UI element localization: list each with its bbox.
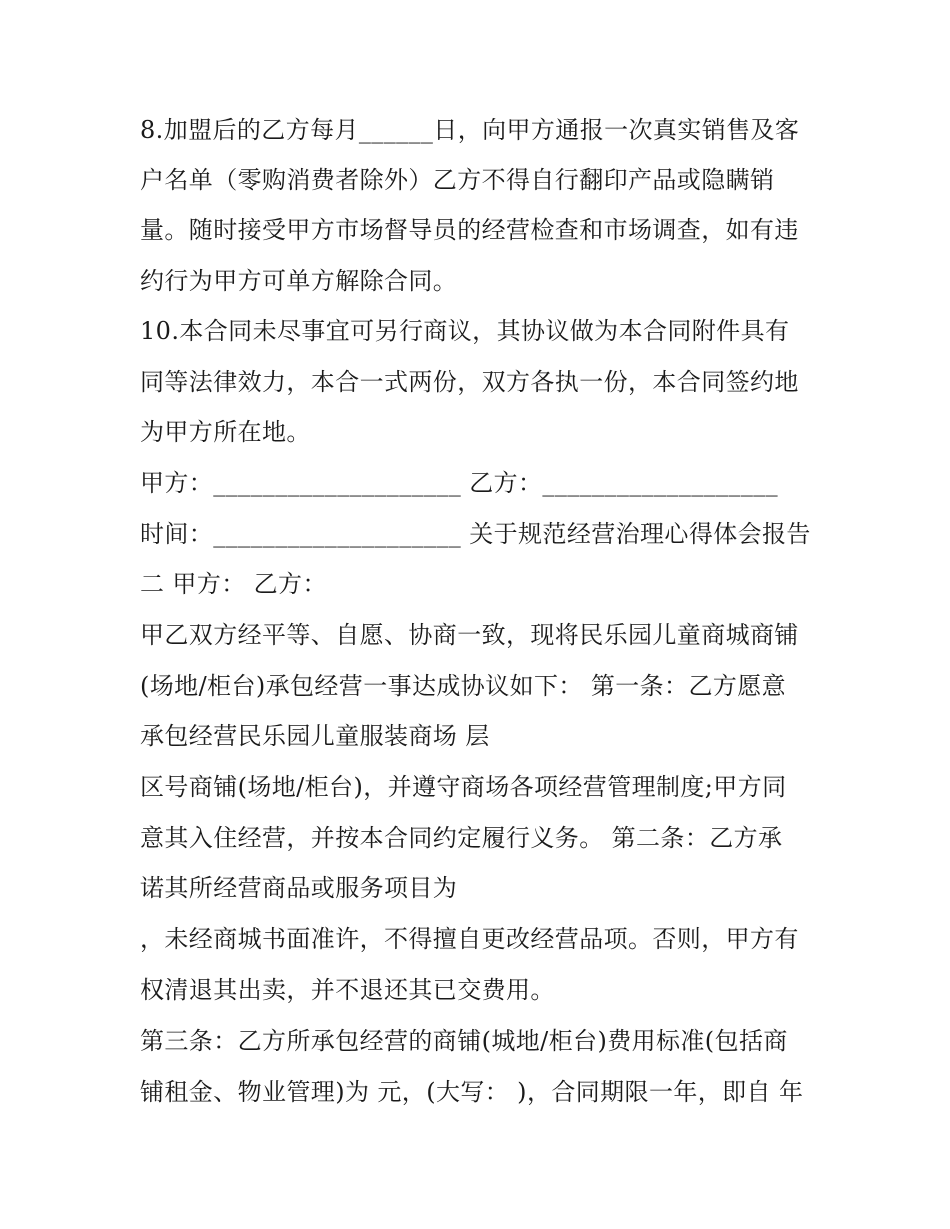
text-line-article-3: 第三条：乙方所承包经营的商铺(城地/柜台)费用标准(包括商: [140, 1027, 788, 1055]
text-line: 量。随时接受甲方市场督导员的经营检查和市场调查，如有违: [140, 216, 799, 244]
text-line: 户名单（零购消费者除外）乙方不得自行翻印产品或隐瞒销: [140, 166, 775, 194]
text-line: 区号商铺(场地/柜台)，并遵守商场各项经营管理制度;甲方同: [140, 773, 787, 801]
text-line: 诺其所经营商品或服务项目为: [140, 874, 458, 902]
text-line-article-2: 意其入住经营，并按本合同约定履行义务。 第二条：乙方承: [140, 824, 783, 852]
text-line-article-1: (场地/柜台)承包经营一事达成协议如下： 第一条：乙方愿意: [140, 672, 787, 700]
text-line: 承包经营民乐园儿童服装商场 层: [140, 722, 490, 750]
text-line: 权清退其出卖，并不退还其已交费用。: [140, 976, 555, 1004]
text-line-clause-8: 8.加盟后的乙方每月______日，向甲方通报一次真实销售及客: [140, 116, 800, 144]
text-line: ，未经商城书面准许，不得擅自更改经营品项。否则，甲方有: [140, 925, 799, 953]
text-line: 同等法律效力，本合一式两份，双方各执一份，本合同签约地: [140, 368, 799, 396]
text-line: 甲乙双方经平等、自愿、协商一致，现将民乐园儿童商城商铺: [140, 621, 799, 649]
text-line: 为甲方所在地。: [140, 418, 311, 446]
text-line: 约行为甲方可单方解除合同。: [140, 267, 458, 295]
text-line: 铺租金、物业管理)为 元，(大写： )，合同期限一年，即自 年: [140, 1078, 804, 1106]
signature-line-date: 时间：____________________ 关于规范经营治理心得体会报告: [140, 520, 811, 548]
text-line-clause-10: 10.本合同未尽事宜可另行商议，其协议做为本合同附件具有: [140, 317, 790, 345]
signature-line-parties: 甲方：____________________ 乙方：___________________: [140, 469, 779, 497]
section-heading-parties: 二 甲方： 乙方：: [140, 570, 327, 598]
